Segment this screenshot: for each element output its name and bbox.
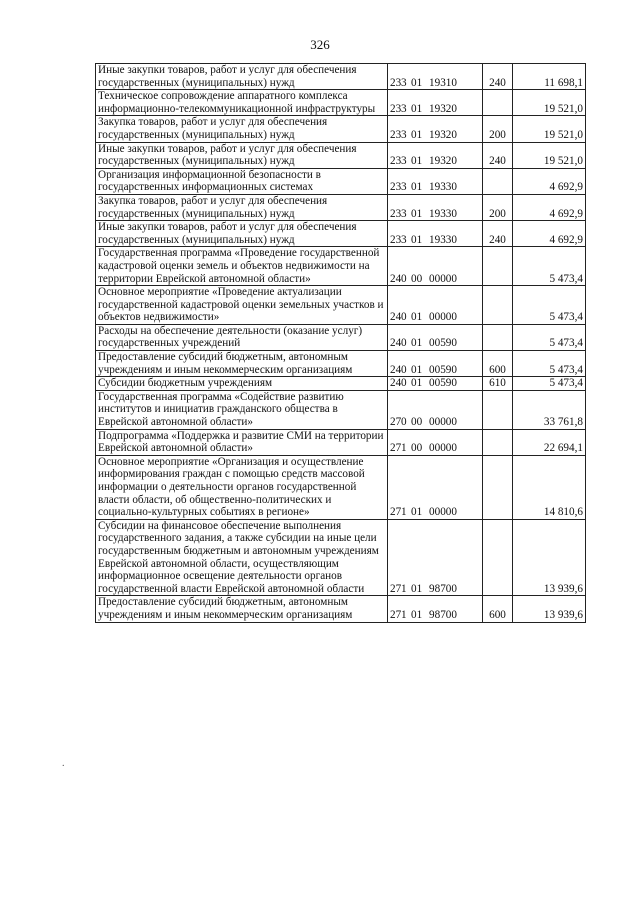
row-amount: 5 473,4 [513,377,586,391]
row-amount: 4 692,9 [513,194,586,220]
code-subprogram: 3 [401,102,407,115]
row-code [388,142,483,168]
code-activity: 00 [411,416,423,429]
code-direction: 19330 [429,233,457,246]
code-direction: 19320 [429,128,457,141]
code-program: 24 [390,272,402,285]
budget-table-body [96,64,586,623]
row-expense-type [483,168,513,194]
code-program: 23 [390,207,402,220]
code-subprogram: 0 [401,311,407,324]
row-description: Иные закупки товаров, работ и услуг для обеспечения государственных (муниципальных) нужд [96,221,388,247]
row-description: Закупка товаров, работ и услуг для обеспечения государственных (муниципальных) нужд [96,194,388,220]
row-expense-type [483,390,513,429]
code-direction: 00000 [429,311,457,324]
code-direction: 19320 [429,102,457,115]
code-activity: 01 [411,506,423,519]
code-activity: 01 [411,363,423,376]
row-amount: 4 692,9 [513,221,586,247]
code-subprogram: 1 [401,608,407,621]
table-row [96,64,586,90]
code-subprogram: 3 [401,207,407,220]
table-row [96,429,586,455]
code-program: 23 [390,76,402,89]
code-activity: 01 [411,582,423,595]
row-description: Иные закупки товаров, работ и услуг для обеспечения государственных (муниципальных) нужд [96,142,388,168]
row-amount: 13 939,6 [513,596,586,622]
row-description: Техническое сопровождение аппаратного комплекса информационно-телекоммуникационной инфраструктуры [96,90,388,116]
code-direction: 00590 [429,377,457,390]
row-description: Субсидии бюджетным учреждениям [96,377,388,391]
code-program: 27 [390,506,402,519]
row-description: Организация информационной безопасности в государственных информационных системах [96,168,388,194]
code-subprogram: 0 [401,416,407,429]
code-program: 24 [390,337,402,350]
code-activity: 00 [411,442,423,455]
code-direction: 00000 [429,272,457,285]
row-description: Субсидии на финансовое обеспечение выполнения государственного задания, а также субсидии на иные цели государственным бюджетным и автономным учреждениям Еврейской автономной области, осуществляющим информационное освещение деятельности органов государственной власти Еврейской автономной области [96,519,388,596]
code-direction: 19330 [429,207,457,220]
row-description: Основное мероприятие «Проведение актуализации государственной кадастровой оценки земельных участков и объектов недвижимости» [96,286,388,325]
row-expense-type: 610 [483,377,513,391]
row-code [388,247,483,286]
code-subprogram: 3 [401,128,407,141]
row-amount: 22 694,1 [513,429,586,455]
row-description: Предоставление субсидий бюджетным, автономным учреждениям и иным некоммерческим организациям [96,351,388,377]
row-code [388,324,483,350]
row-code [388,116,483,142]
code-activity: 01 [411,102,423,115]
code-direction: 00590 [429,337,457,350]
row-code [388,351,483,377]
row-amount: 5 473,4 [513,324,586,350]
code-program: 24 [390,363,402,376]
row-code [388,286,483,325]
code-direction: 19310 [429,76,457,89]
row-code [388,390,483,429]
code-activity: 01 [411,155,423,168]
row-code [388,455,483,519]
code-subprogram: 0 [401,363,407,376]
code-direction: 98700 [429,582,457,595]
row-code [388,168,483,194]
row-expense-type: 200 [483,116,513,142]
row-expense-type: 240 [483,142,513,168]
row-expense-type [483,324,513,350]
code-direction: 98700 [429,608,457,621]
row-expense-type: 200 [483,194,513,220]
code-program: 24 [390,377,402,390]
code-direction: 00000 [429,416,457,429]
code-program: 24 [390,311,402,324]
row-expense-type [483,286,513,325]
code-activity: 01 [411,76,423,89]
row-expense-type [483,519,513,596]
row-description: Предоставление субсидий бюджетным, автономным учреждениям и иным некоммерческим организациям [96,596,388,622]
code-subprogram: 3 [401,76,407,89]
margin-mark: . [62,758,65,769]
code-subprogram: 0 [401,377,407,390]
row-amount: 19 521,0 [513,116,586,142]
table-row [96,324,586,350]
row-description: Расходы на обеспечение деятельности (оказание услуг) государственных учреждений [96,324,388,350]
table-row [96,142,586,168]
table-row [96,116,586,142]
row-amount: 14 810,6 [513,455,586,519]
code-program: 27 [390,608,402,621]
code-activity: 01 [411,337,423,350]
table-row [96,221,586,247]
table-row [96,286,586,325]
row-amount: 19 521,0 [513,90,586,116]
row-description: Закупка товаров, работ и услуг для обеспечения государственных (муниципальных) нужд [96,116,388,142]
row-amount: 5 473,4 [513,351,586,377]
code-activity: 01 [411,377,423,390]
row-amount: 4 692,9 [513,168,586,194]
row-amount: 33 761,8 [513,390,586,429]
row-description: Государственная программа «Содействие развитию институтов и инициатив гражданского общества в Еврейской автономной области» [96,390,388,429]
row-expense-type: 600 [483,596,513,622]
code-direction: 19320 [429,155,457,168]
code-program: 27 [390,582,402,595]
row-code [388,519,483,596]
row-description: Основное мероприятие «Организация и осуществление информирования граждан с помощью средств массовой информации о деятельности органов государственной власти области, об общественно-политических и социально-культурных событиях в регионе» [96,455,388,519]
code-program: 27 [390,416,402,429]
code-activity: 01 [411,207,423,220]
row-expense-type: 240 [483,64,513,90]
row-expense-type [483,429,513,455]
table-row [96,168,586,194]
page-number: 326 [310,37,330,52]
table-row [96,390,586,429]
budget-table [95,63,586,623]
code-activity: 01 [411,181,423,194]
code-subprogram: 3 [401,181,407,194]
row-description: Государственная программа «Проведение государственной кадастровой оценки земель и объектов недвижимости на территории Еврейской автономной области» [96,247,388,286]
code-program: 23 [390,128,402,141]
row-description: Подпрограмма «Поддержка и развитие СМИ на территории Еврейской автономной области» [96,429,388,455]
code-subprogram: 0 [401,337,407,350]
table-row [96,519,586,596]
code-program: 23 [390,155,402,168]
code-program: 27 [390,442,402,455]
code-subprogram: 3 [401,155,407,168]
row-expense-type: 600 [483,351,513,377]
row-description: Иные закупки товаров, работ и услуг для обеспечения государственных (муниципальных) нужд [96,64,388,90]
row-expense-type: 240 [483,221,513,247]
row-amount: 5 473,4 [513,286,586,325]
code-subprogram: 1 [401,442,407,455]
row-amount: 11 698,1 [513,64,586,90]
code-activity: 01 [411,233,423,246]
code-activity: 01 [411,311,423,324]
code-direction: 00000 [429,442,457,455]
row-code [388,377,483,391]
table-row [96,596,586,622]
row-amount: 5 473,4 [513,247,586,286]
code-program: 23 [390,102,402,115]
row-code [388,221,483,247]
row-amount: 19 521,0 [513,142,586,168]
code-program: 23 [390,233,402,246]
table-row [96,90,586,116]
code-program: 23 [390,181,402,194]
code-activity: 01 [411,128,423,141]
row-amount: 13 939,6 [513,519,586,596]
code-direction: 00590 [429,363,457,376]
code-direction: 19330 [429,181,457,194]
row-code [388,64,483,90]
row-expense-type [483,455,513,519]
table-row [96,455,586,519]
code-subprogram: 3 [401,233,407,246]
row-code [388,90,483,116]
row-expense-type [483,247,513,286]
table-row [96,247,586,286]
code-subprogram: 1 [401,506,407,519]
table-row [96,194,586,220]
table-row [96,351,586,377]
code-activity: 00 [411,272,423,285]
row-code [388,194,483,220]
code-direction: 00000 [429,506,457,519]
code-activity: 01 [411,608,423,621]
row-expense-type [483,90,513,116]
row-code [388,429,483,455]
code-subprogram: 1 [401,582,407,595]
row-code [388,596,483,622]
table-row [96,377,586,391]
code-subprogram: 0 [401,272,407,285]
